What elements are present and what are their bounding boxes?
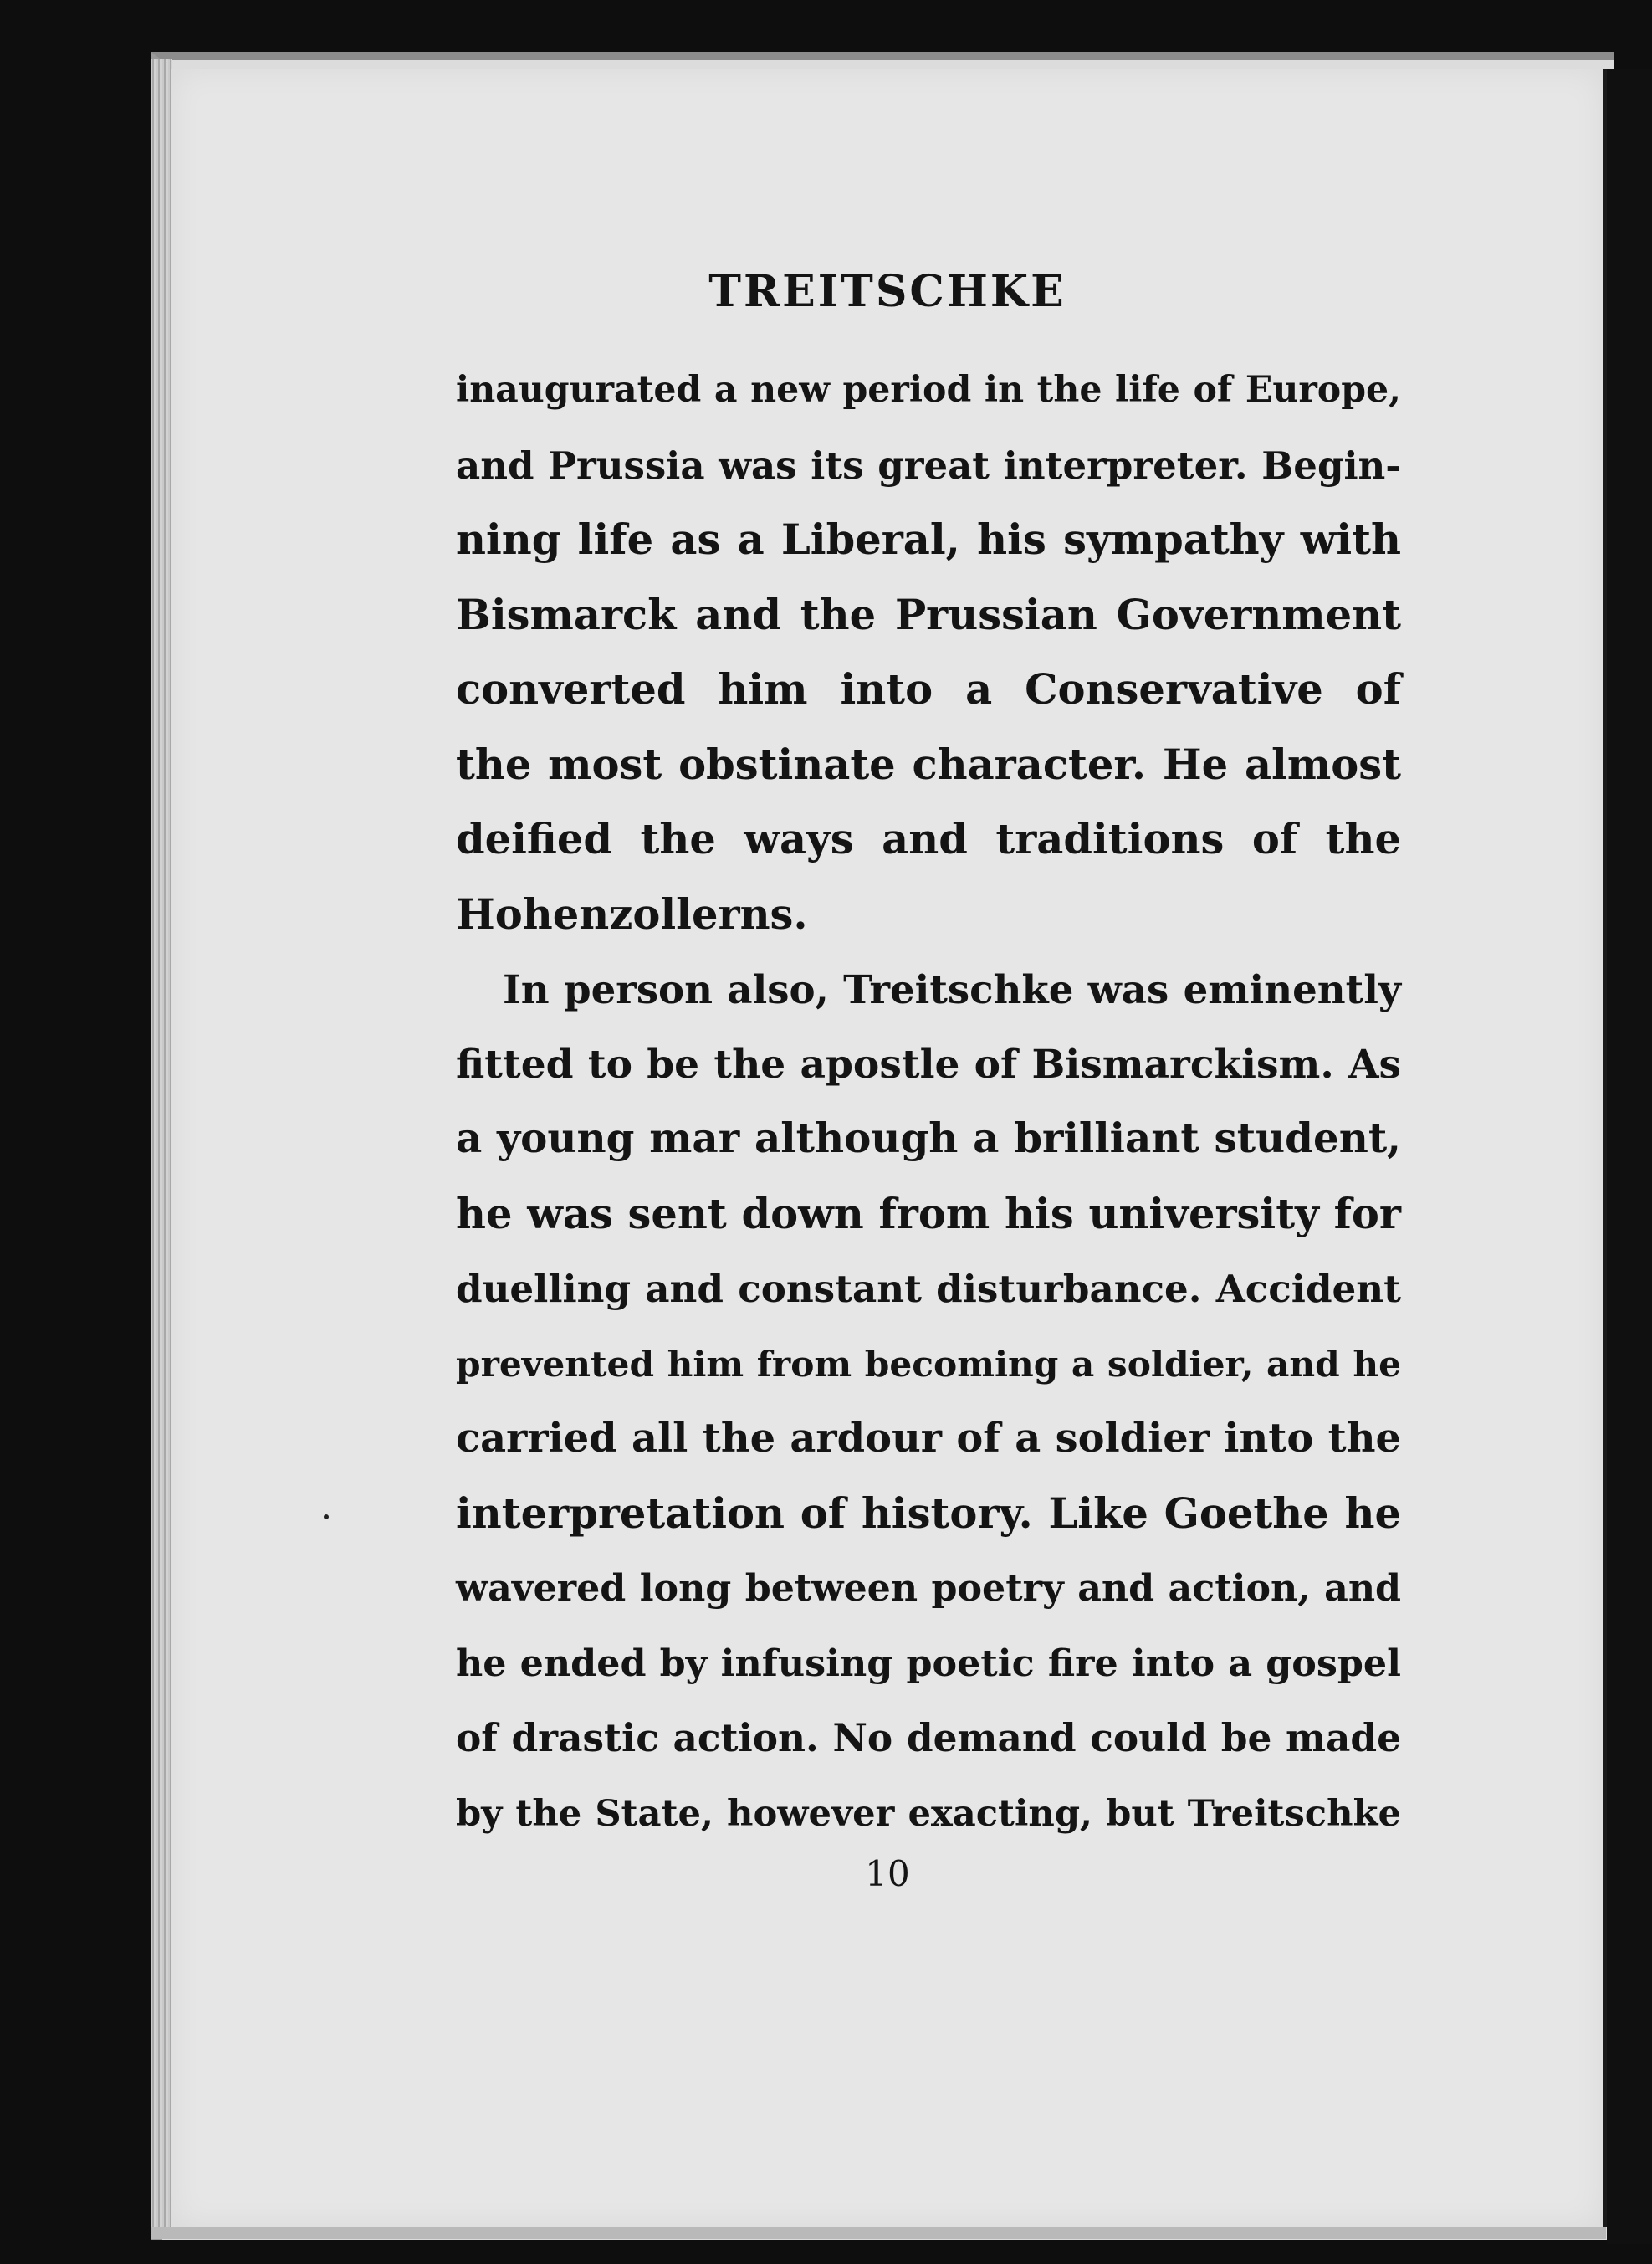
text-line: and Prussia was its great interpreter. Begin- (456, 443, 1401, 488)
body-text (456, 353, 1401, 1851)
page-edge-bottom (151, 2227, 1606, 2239)
text-line: Bismarck and the Prussian Government (456, 590, 1401, 639)
text-line: converted him into a Conservative of (456, 665, 1401, 714)
text-line: carried all the ardour of a soldier into the (456, 1415, 1401, 1462)
text-line: wavered long between poetry and action, and (456, 1566, 1401, 1610)
text-line: prevented him from becoming a soldier, and he (456, 1342, 1401, 1385)
speck (324, 1514, 329, 1519)
running-head: TREITSCHKE (708, 266, 1066, 317)
text-line: deified the ways and traditions of the (456, 815, 1401, 863)
right-margin-shadow (1607, 69, 1652, 2244)
text-line: he was sent down from his university for (456, 1189, 1401, 1238)
page-edge-left (151, 59, 172, 2234)
text-line: the most obstinate character. He almost (456, 740, 1401, 789)
text-line: duelling and constant disturbance. Accident (456, 1267, 1401, 1311)
text-line: he ended by infusing poetic fire into a gospel (456, 1641, 1401, 1685)
text-line: interpretation of history. Like Goethe he (456, 1488, 1401, 1538)
text-line: In person also, Treitschke was eminently (503, 966, 1401, 1012)
text-line: of drastic action. No demand could be made (456, 1715, 1401, 1760)
text-line: by the State, however exacting, but Treitschke (456, 1791, 1401, 1835)
text-line: inaugurated a new period in the life of Europe, (456, 369, 1401, 411)
text-line: ning life as a Liberal, his sympathy with (456, 515, 1401, 564)
text-line: fitted to be the apostle of Bismarckism. As (456, 1041, 1401, 1088)
text-line: Hohenzollerns. (456, 889, 808, 939)
text-line: a young mar although a brilliant student, (456, 1115, 1401, 1162)
page-number: 10 (865, 1853, 910, 1894)
